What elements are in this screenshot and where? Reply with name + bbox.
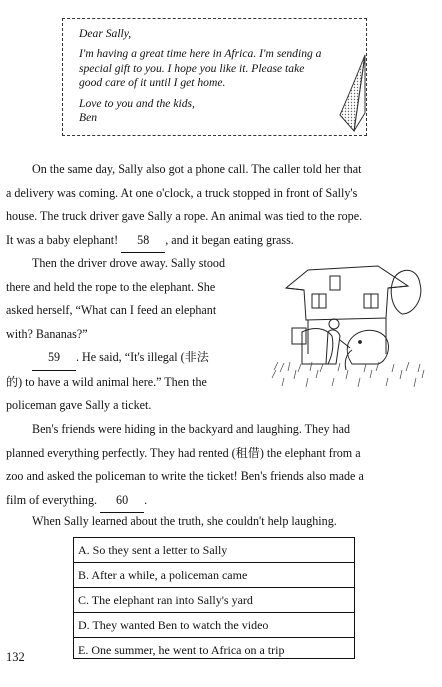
- page-curl-icon: [332, 53, 368, 133]
- p3-line-1-end: . He said, “It's illegal (非法: [76, 350, 209, 364]
- option-e: E. One summer, he went to Africa on a trip: [78, 643, 285, 657]
- p1-line-2: a delivery was coming. At one o'clock, a truck stopped in front of Sally's: [6, 185, 358, 200]
- p1-line-3: house. The truck driver gave Sally a rope. An animal was tied to the rope.: [6, 209, 363, 223]
- p2-line-2: there and held the rope to the elephant. She: [6, 279, 216, 294]
- p4-line-1: Ben's friends were hiding in the backyard and laughing. They had: [32, 422, 350, 436]
- p3-line-2: 的) to have a wild animal here.” Then the: [6, 374, 207, 389]
- letter-line-1: I'm having a great time here in Africa. I'm sending a: [79, 47, 322, 61]
- p3-line-3: policeman gave Sally a ticket.: [6, 398, 152, 412]
- option-a: A. So they sent a letter to Sally: [74, 538, 354, 563]
- blank-60: 60: [100, 489, 144, 514]
- blank-58: 58: [121, 229, 165, 254]
- p2-line-3: asked herself, “What can I feed an elephant: [6, 303, 217, 317]
- letter-greeting: Dear Sally,: [79, 27, 132, 40]
- letter-box: [62, 18, 367, 136]
- p4-line-3: zoo and asked the policeman to write the ticket! Ben's friends also made a: [6, 469, 364, 483]
- p4-line-2: planned everything perfectly. They had rented (租借) the elephant from a: [6, 445, 361, 460]
- p1-line-4-start: It was a baby elephant!: [6, 232, 119, 247]
- p1-line-1: On the same day, Sally also got a phone call. The caller told her that: [32, 162, 362, 176]
- p4-line-4-end: .: [144, 492, 148, 507]
- p2-line-4: with? Bananas?”: [6, 326, 88, 341]
- page-number: 132: [6, 650, 25, 664]
- option-c: C. The elephant ran into Sally's yard: [74, 588, 354, 613]
- letter-line-3: good care of it until I get home.: [79, 76, 226, 90]
- option-b: B. After a while, a policeman came: [74, 563, 354, 588]
- p1-line-4-end: , and it began eating grass.: [165, 232, 294, 247]
- letter-line-2: special gift to you. I hope you like it. Please take: [79, 61, 305, 75]
- house-elephant-illustration: [268, 258, 428, 393]
- p1-line-4: [6, 229, 362, 254]
- options-box: [73, 537, 355, 659]
- p2-line-1: Then the driver drove away. Sally stood: [32, 256, 225, 270]
- p4-line-4-start: film of everything.: [6, 492, 98, 507]
- letter-signature: Ben: [79, 111, 98, 125]
- option-d: D. They wanted Ben to watch the video: [74, 613, 354, 638]
- p3-line-1: [6, 346, 209, 371]
- p5-line-1: When Sally learned about the truth, she couldn't help laughing.: [32, 514, 337, 528]
- letter-closing: Love to you and the kids,: [79, 96, 195, 110]
- blank-59: 59: [32, 346, 76, 371]
